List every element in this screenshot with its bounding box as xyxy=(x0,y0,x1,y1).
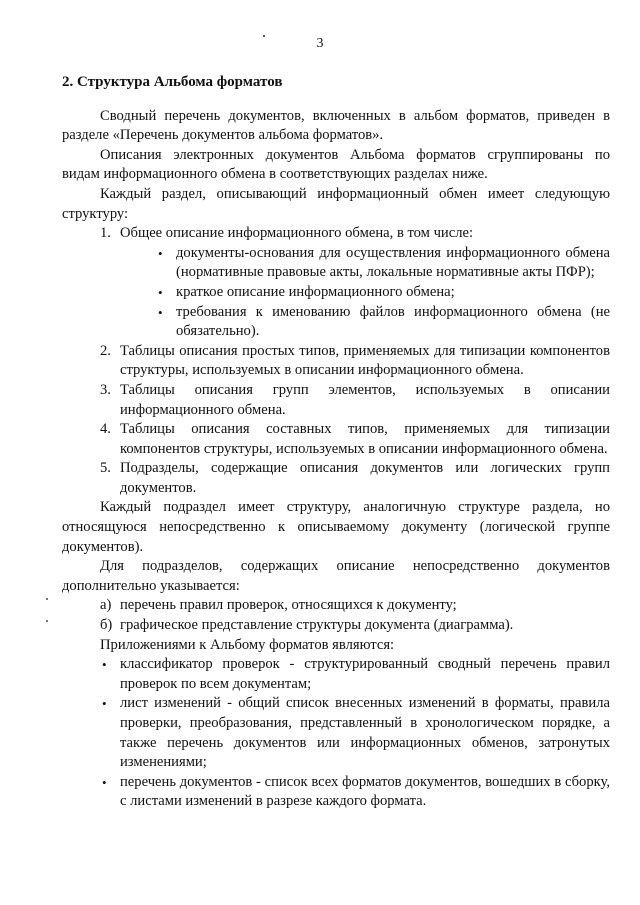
paragraph-line: разделе «Перечень документов альбома форматов». xyxy=(62,127,384,144)
bullet-text: лист изменений - общий список внесенных изменений в форматы, правила проверки, преобразования, представленный в хронологическом порядке, а также перечень документов или информационных обменов, затронутых изменениями; xyxy=(120,695,610,771)
item-number: 1. xyxy=(100,225,111,242)
item-text: Таблицы описания групп элементов, используемых в описании информационного обмена. xyxy=(120,381,610,418)
structure-item xyxy=(62,420,610,459)
scan-speck xyxy=(46,620,48,622)
structure-item xyxy=(62,342,610,381)
sub-bullet-item xyxy=(62,244,610,283)
scan-speck xyxy=(46,598,48,600)
paragraph-line: Сводный перечень документов, включенных в альбом форматов, приведен в xyxy=(100,107,610,124)
appendix-bullet-item xyxy=(62,773,610,812)
item-text: Подразделы, содержащие описания документов или логических групп документов. xyxy=(120,460,610,496)
item-number: 4. xyxy=(100,421,111,438)
bullet-text: краткое описание информационного обмена; xyxy=(176,283,455,300)
item-letter: б) xyxy=(100,617,113,634)
bullet-text: требования к именованию файлов информационного обмена (не обязательно). xyxy=(176,303,610,340)
structure-item xyxy=(62,224,610,244)
section-content xyxy=(62,73,610,812)
paragraph: Каждый подраздел имеет структуру, аналогичную структуре раздела, но относящуюся непосредственно к описываемому документу (логической группе документов). xyxy=(62,499,610,555)
structure-item xyxy=(62,381,610,420)
bullet-text: классификатор проверок - структурированный сводный перечень правил проверок по всем документам; xyxy=(120,656,610,692)
extra-item xyxy=(62,596,610,616)
bullet-icon: • xyxy=(102,657,107,673)
item-text: Таблицы описания составных типов, применяемых для типизации компонентов структуры, используемых в описании информационного обмена. xyxy=(120,421,610,457)
extra-item xyxy=(62,616,610,636)
sub-bullet-item xyxy=(62,283,610,303)
bullet-icon: • xyxy=(158,304,163,320)
appendix-bullet-item xyxy=(62,655,610,694)
paragraph-line: видам информационного обмена в соответствующих разделах ниже. xyxy=(62,166,488,183)
section-heading: 2. Структура Альбома форматов xyxy=(62,74,283,90)
item-text: перечень правил проверок, относящихся к документу; xyxy=(120,597,457,614)
bullet-icon: • xyxy=(102,696,107,712)
sub-bullet-item xyxy=(62,303,610,342)
item-number: 3. xyxy=(100,381,111,398)
paragraph-line: Каждый раздел, описывающий информационный обмен имеет следующую xyxy=(100,185,610,202)
paragraph-line: структуру: xyxy=(62,205,129,222)
bullet-icon: • xyxy=(158,284,163,300)
bullet-icon: • xyxy=(158,245,163,261)
structure-item xyxy=(62,459,610,498)
paragraph-line: дополнительно указывается: xyxy=(62,577,240,594)
item-text: Таблицы описания простых типов, применяемых для типизации компонентов структуры, используемых в описании информационного обмена. xyxy=(120,342,610,379)
paragraph: Приложениями к Альбому форматов являются: xyxy=(100,636,395,653)
bullet-text: перечень документов - список всех форматов документов, вошедших в сборку, с листами изменений в разрезе каждого формата. xyxy=(120,773,610,810)
item-number: 5. xyxy=(100,460,111,477)
item-letter: а) xyxy=(100,597,112,614)
page-number: 3 xyxy=(316,36,324,51)
paragraph-line: Для подразделов, содержащих описание непосредственно документов xyxy=(100,558,610,575)
item-text: Общее описание информационного обмена, в том числе: xyxy=(120,225,474,242)
bullet-text: документы-основания для осуществления информационного обмена (нормативные правовые акты, локальные нормативные акты ПФР); xyxy=(176,244,610,281)
bullet-icon: • xyxy=(102,774,107,790)
appendix-bullet-item xyxy=(62,694,610,772)
item-text: графическое представление структуры документа (диаграмма). xyxy=(120,617,514,634)
paragraph-line: Описания электронных документов Альбома форматов сгруппированы по xyxy=(100,146,610,163)
item-number: 2. xyxy=(100,342,111,359)
